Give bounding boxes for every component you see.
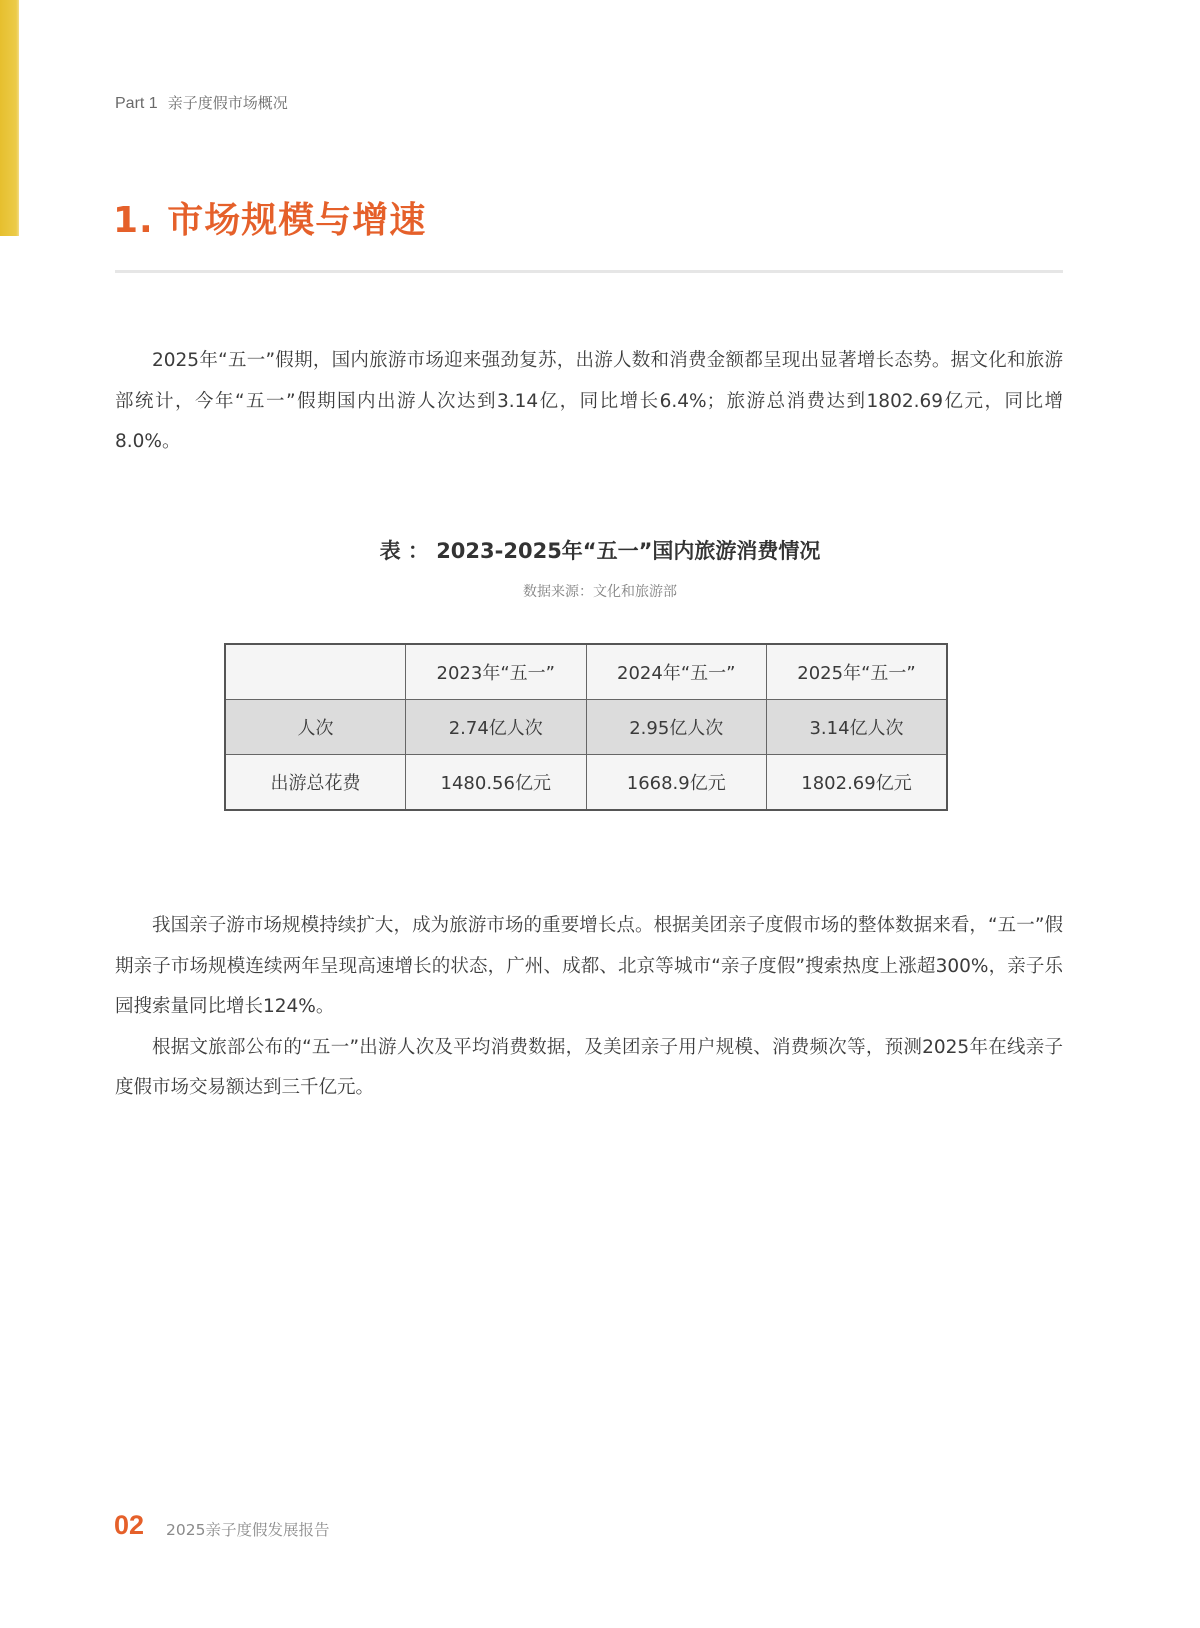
table-header-cell: 2024年“五一” bbox=[586, 644, 767, 700]
table-cell: 1802.69亿元 bbox=[767, 755, 948, 811]
part-label bbox=[115, 92, 288, 113]
table-row bbox=[225, 700, 947, 755]
intro-paragraph-block bbox=[115, 341, 1063, 463]
row-label: 人次 bbox=[225, 700, 406, 755]
table-header-row bbox=[225, 644, 947, 700]
page-number: 02 bbox=[114, 1510, 145, 1540]
table-title: 表 ： 2023-2025年“五一”国内旅游消费情况 bbox=[379, 539, 821, 563]
accent-bar bbox=[0, 0, 19, 236]
table-header-cell bbox=[225, 644, 406, 700]
body-paragraph: 根据文旅部公布的“五一”出游人次及平均消费数据，及美团亲子用户规模、消费频次等，预测2025年在线亲子度假市场交易额达到三千亿元。 bbox=[115, 1036, 1063, 1098]
body-paragraph: 我国亲子游市场规模持续扩大，成为旅游市场的重要增长点。根据美团亲子度假市场的整体数据来看，“五一”假期亲子市场规模连续两年呈现高速增长的状态，广州、成都、北京等城市“亲子度假”搜索热度上涨超300%，亲子乐园搜索量同比增长124%。 bbox=[115, 915, 1063, 1017]
section-title: 1. 市场规模与增速 bbox=[113, 200, 427, 241]
table-cell: 2.74亿人次 bbox=[406, 700, 587, 755]
table-header-cell: 2023年“五一” bbox=[406, 644, 587, 700]
body-paragraph-block bbox=[115, 906, 1063, 1109]
table-cell: 1480.56亿元 bbox=[406, 755, 587, 811]
table-source: 数据来源：文化和旅游部 bbox=[523, 584, 677, 600]
row-label: 出游总花费 bbox=[225, 755, 406, 811]
table-header-cell: 2025年“五一” bbox=[767, 644, 948, 700]
title-divider bbox=[115, 270, 1063, 273]
table-row bbox=[225, 755, 947, 811]
report-title: 2025亲子度假发展报告 bbox=[166, 1521, 330, 1539]
table-cell: 1668.9亿元 bbox=[586, 755, 767, 811]
intro-paragraph: 2025年“五一”假期，国内旅游市场迎来强劲复苏，出游人数和消费金额都呈现出显著增长态势。据文化和旅游部统计，今年“五一”假期国内出游人次达到3.14亿，同比增长6.4%；旅游总消费达到1802.69亿元，同比增8.0%。 bbox=[115, 350, 1063, 452]
table-cell: 3.14亿人次 bbox=[767, 700, 948, 755]
part-number: Part 1 bbox=[115, 95, 158, 112]
table-cell: 2.95亿人次 bbox=[586, 700, 767, 755]
tourism-consumption-table bbox=[224, 643, 948, 811]
part-title: 亲子度假市场概况 bbox=[167, 94, 288, 112]
